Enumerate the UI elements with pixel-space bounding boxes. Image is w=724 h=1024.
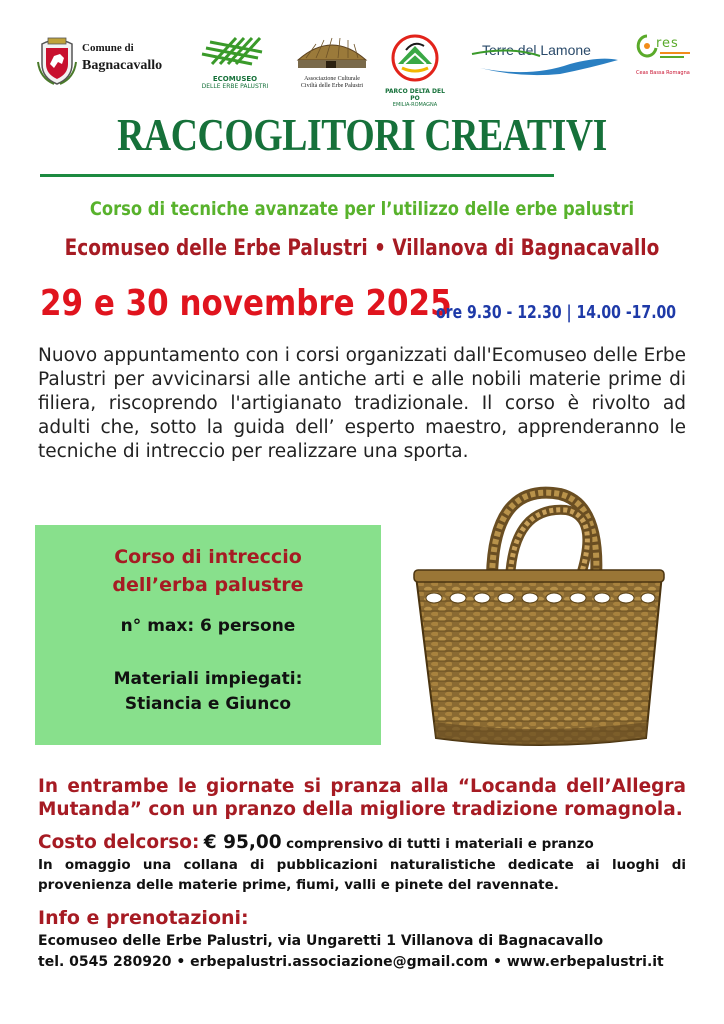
venue-line: Ecomuseo delle Erbe Palustri • Villanova di Bagnacavallo	[64, 236, 660, 261]
intro-paragraph: Nuovo appuntamento con i corsi organizzati dall'Ecomuseo delle Erbe Palustri per avvicinarsi alle antiche arti e alle nobili materie prime di filiera, riscoprendo l'artigianato tradizionale. Il corso è rivolto ad adulti che, sotto la guida dell’ esperto maestro, apprenderanno le tecniche di intreccio per realizzare una sporta.	[38, 345, 686, 462]
parco-delta-logo-text-2: EMILIA-ROMAGNA	[392, 102, 438, 108]
lunch-info: In entrambe le giornate si pranza alla “Locanda dell’Allegra Mutanda” con un pranzo della migliore tradizione romagnola.	[38, 776, 686, 820]
ecomuseo-logo-text-1: ECOMUSEO	[212, 75, 258, 83]
title-divider	[40, 174, 554, 177]
res-logo-bar-2	[660, 56, 684, 58]
terre-del-lamone-text: Terre del Lamone	[482, 42, 591, 58]
event-hours: ore 9.30 - 12.30 | 14.00 -17.00	[436, 302, 677, 323]
event-dates: 29 e 30 novembre 2025	[40, 283, 452, 324]
comune-label: Comune di	[82, 42, 134, 54]
associazione-logo-text-2: Civiltà delle Erbe Palustri	[300, 83, 364, 89]
course-max-participants: n° max: 6 persone	[120, 616, 296, 636]
course-materials-label: Materiali impiegati:	[113, 669, 303, 689]
res-logo	[636, 34, 692, 84]
page-subtitle: Corso di tecniche avanzate per l’utilizzo delle erbe palustri	[89, 198, 635, 220]
ecomuseo-logo	[192, 34, 278, 96]
course-box-title-line2: dell’erba palustre	[112, 574, 304, 596]
associazione-logo-text-1: Associazione Culturale	[304, 76, 360, 82]
cost-label: Costo delcorso:	[38, 832, 200, 853]
ecomuseo-logo-text-2: DELLE ERBE PALUSTRI	[201, 83, 269, 90]
info-address: Ecomuseo delle Erbe Palustri, via Ungaretti 1 Villanova di Bagnacavallo	[38, 933, 604, 949]
cost-price: € 95,00	[203, 832, 282, 853]
comune-name: Bagnacavallo	[82, 58, 163, 73]
res-logo-bar	[660, 52, 690, 54]
terre-del-lamone-logo	[470, 38, 620, 78]
comune-crest-logo	[36, 34, 78, 88]
page-title: RACCOGLITORI CREATIVI	[117, 109, 607, 160]
res-logo-text: res	[656, 36, 679, 51]
cost-detail: comprensivo di tutti i materiali e pranzo	[286, 836, 594, 852]
res-logo-caption: Ceas Bassa Romagna	[636, 70, 690, 76]
woven-basket-image	[410, 486, 672, 756]
associazione-logo	[292, 34, 372, 96]
gift-info: In omaggio una collana di pubblicazioni naturalistiche dedicate ai luoghi di provenienza delle materie prime, fiumi, valli e pinete del ravennate.	[38, 857, 686, 893]
parco-delta-logo	[384, 34, 446, 108]
course-box-title-line1: Corso di intreccio	[114, 546, 302, 568]
course-materials-value: Stiancia e Giunco	[124, 694, 292, 714]
info-title: Info e prenotazioni:	[38, 907, 249, 929]
cost-line	[38, 832, 594, 853]
info-contacts: tel. 0545 280920 • erbepalustri.associazione@gmail.com • www.erbepalustri.it	[38, 954, 664, 970]
parco-delta-logo-text-1: PARCO DELTA DEL PO	[385, 88, 445, 102]
